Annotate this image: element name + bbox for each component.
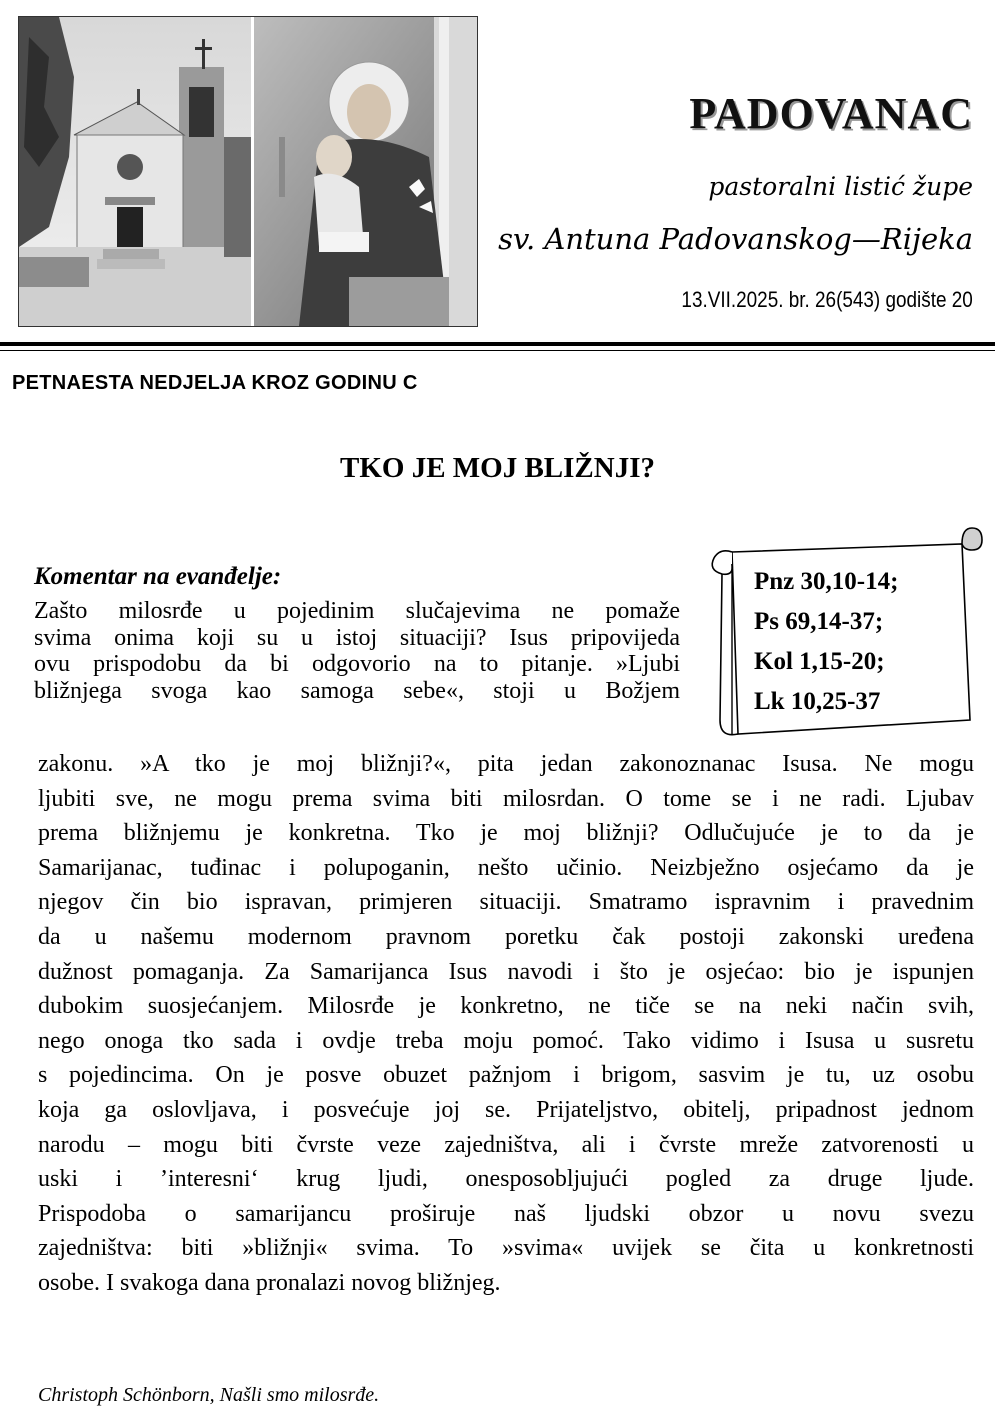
text-line: da u našemu modernom pravnom poretku čak postoji zakonski uređena <box>38 923 974 950</box>
commentary-intro <box>34 598 680 704</box>
saint-anthony-image <box>254 17 477 326</box>
text-line: ljubiti sve, ne mogu prema svima biti milosrdan. O tome se i ne radi. Ljubav <box>38 785 974 812</box>
text-line: koja ga oslovljava, i posvećuje joj se. Prijateljstvo, obitelj, pripadnost jednom <box>38 1096 974 1123</box>
text-line: dubokim suosjećanjem. Milosrđe je konkretno, ne tiče se na neki način svih, <box>38 993 974 1020</box>
text-line: uski i ’interesni‘ krug ljudi, onesposobljujući pogled za druge ljude. <box>38 1166 974 1193</box>
text-line: Prispodoba o samarijancu proširuje naš ljudski obzor u novu svezu <box>38 1200 974 1227</box>
header-divider-thin <box>0 350 995 351</box>
newsletter-title: PADOVANAC <box>689 89 973 138</box>
text-line: narodu – mogu biti čvrste veze zajedništva, ali i čvrste mreže zatvorenosti u <box>38 1131 974 1158</box>
text-line: prema bližnjemu je konkretna. Tko je moj bližnji? Odlučujuće je to da je <box>38 820 974 847</box>
church-photo <box>19 17 251 326</box>
parish-name: sv. Antuna Padovanskog—Rijeka <box>498 222 973 256</box>
newsletter-subtitle: pastoralni listić župe <box>708 172 973 201</box>
text-line: bližnjega svoga kao samoga sebe«, stoji u Božjem <box>34 677 680 704</box>
text-line: svima onima koji su u istoj situaciji? Isus pripovijeda <box>34 624 680 651</box>
text-line: s pojedincima. On je posve obuzet pažnjom i brigom, sasvim je tu, uz osobu <box>38 1062 974 1089</box>
article-headline: TKO JE MOJ BLIŽNJI? <box>339 452 656 484</box>
commentary-heading: Komentar na evanđelje: <box>34 563 282 590</box>
text-line: osobe. I svakoga dana pronalazi novog bližnjeg. <box>38 1269 501 1296</box>
header-photos <box>18 16 478 327</box>
text-line: Samarijanac, tuđinac i polupoganin, nešto učinio. Neizbježno osjećamo da je <box>38 854 974 881</box>
liturgical-day: PETNAESTA NEDJELJA KROZ GODINU C <box>12 372 418 394</box>
text-line: nego onoga tko sada i ovdje treba moju pomoć. Tako vidimo i Isusa u susretu <box>38 1027 974 1054</box>
reading-item: Kol 1,15-20; <box>754 648 885 675</box>
text-line: zakonu. »A tko je moj bližnji?«, pita jedan zakonoznanac Isusa. Ne mogu <box>38 751 974 777</box>
text-line: ovu prispodobu da bi odgovorio na to pitanje. »Ljubi <box>34 651 680 677</box>
header-divider-thick <box>0 342 995 346</box>
readings-list <box>754 562 898 722</box>
text-line: dužnost pomaganja. Za Samarijanca Isus navodi i što je osjećao: bio je ispunjen <box>38 958 974 985</box>
text-line: Zašto milosrđe u pojedinim slučajevima ne pomaže <box>34 598 680 624</box>
author-credit: Christoph Schönborn, Našli smo milosrđe. <box>38 1384 380 1406</box>
reading-item: Lk 10,25-37 <box>754 688 881 715</box>
text-line: zajedništva: biti »bližnji« svima. To »svima« uvijek se čita u konkretnosti <box>38 1235 974 1262</box>
text-line: njegov čin bio ispravan, primjeren situaciji. Smatramo ispravnim i pravednim <box>38 889 974 916</box>
church-and-saint-image <box>19 17 477 326</box>
reading-item: Ps 69,14-37; <box>754 608 884 635</box>
commentary-body <box>38 747 974 1301</box>
issue-info: 13.VII.2025. br. 26(543) godište 20 <box>681 287 973 312</box>
reading-item: Pnz 30,10-14; <box>754 568 899 595</box>
